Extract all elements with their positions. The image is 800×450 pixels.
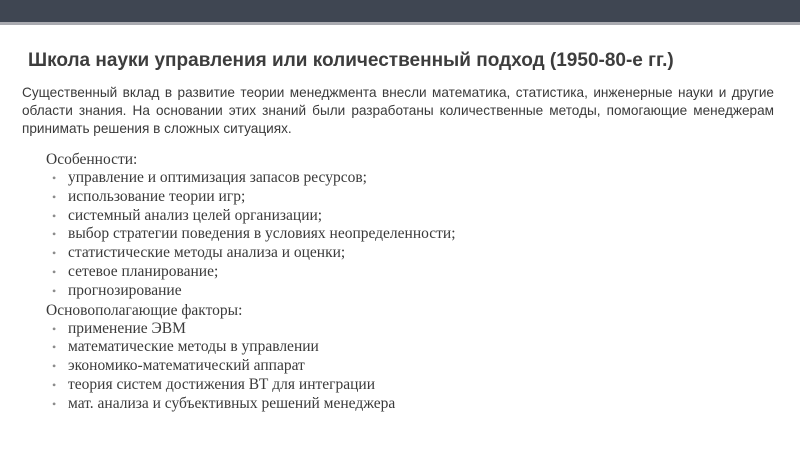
list-item-text: экономико-математический аппарат: [68, 357, 305, 375]
list-item: [46, 395, 766, 414]
bullet-icon: •: [52, 171, 57, 185]
bullet-icon: •: [52, 208, 57, 223]
list-item-text: сетевое планирование;: [68, 262, 219, 280]
list-item: [46, 244, 766, 263]
features-heading: Особенности:: [46, 151, 138, 168]
bullet-icon: •: [52, 264, 57, 279]
list-item: [46, 207, 766, 226]
list-item: [46, 169, 766, 188]
top-accent-line: [0, 22, 800, 25]
list-item: [46, 320, 766, 339]
list-item: [46, 263, 766, 282]
list-item-text: выбор стратегии поведения в условиях неопределенности;: [68, 225, 456, 243]
list-item-text: управление и оптимизация запасов ресурсов;: [68, 169, 367, 186]
list-item-text: теория систем достижения ВТ для интеграции: [68, 375, 376, 393]
list-item-text: статистические методы анализа и оценки;: [68, 244, 346, 262]
list-item-text: мат. анализа и субъективных решений менеджера: [68, 394, 396, 412]
list-item: [46, 188, 766, 207]
features-list: [46, 169, 766, 301]
top-decorative-bar: [0, 0, 800, 22]
bullet-icon: •: [52, 246, 57, 261]
list-item-text: математические методы в управлении: [68, 338, 319, 356]
list-item: [46, 225, 766, 244]
factors-list: [46, 320, 766, 414]
list-item-text: системный анализ целей организации;: [68, 206, 323, 224]
slide-content: [46, 150, 766, 414]
intro-paragraph: Существенный вклад в развитие теории менеджмента внесли математика, статистика, инженерные науки и другие области знания. На основании этих знаний были разработаны количественные методы, помогающие менеджерам принимать решения в сложных ситуациях.: [22, 85, 774, 136]
slide-title: Школа науки управления или количественный подход (1950-80-е гг.): [28, 50, 674, 71]
list-item: [46, 282, 766, 301]
list-item-text: применение ЭВМ: [68, 319, 186, 337]
bullet-icon: •: [52, 283, 57, 298]
bullet-icon: •: [52, 377, 57, 392]
bullet-icon: •: [52, 340, 57, 355]
list-item-text: использование теории игр;: [68, 187, 246, 205]
list-item: [46, 376, 766, 395]
factors-heading: Основополагающие факторы:: [46, 301, 243, 319]
list-item: [46, 357, 766, 376]
list-item: [46, 338, 766, 357]
bullet-icon: •: [52, 321, 57, 336]
list-item-text: прогнозирование: [68, 281, 182, 299]
bullet-icon: •: [52, 396, 57, 411]
bullet-icon: •: [52, 227, 57, 242]
bullet-icon: •: [52, 359, 57, 374]
bullet-icon: •: [52, 189, 57, 204]
